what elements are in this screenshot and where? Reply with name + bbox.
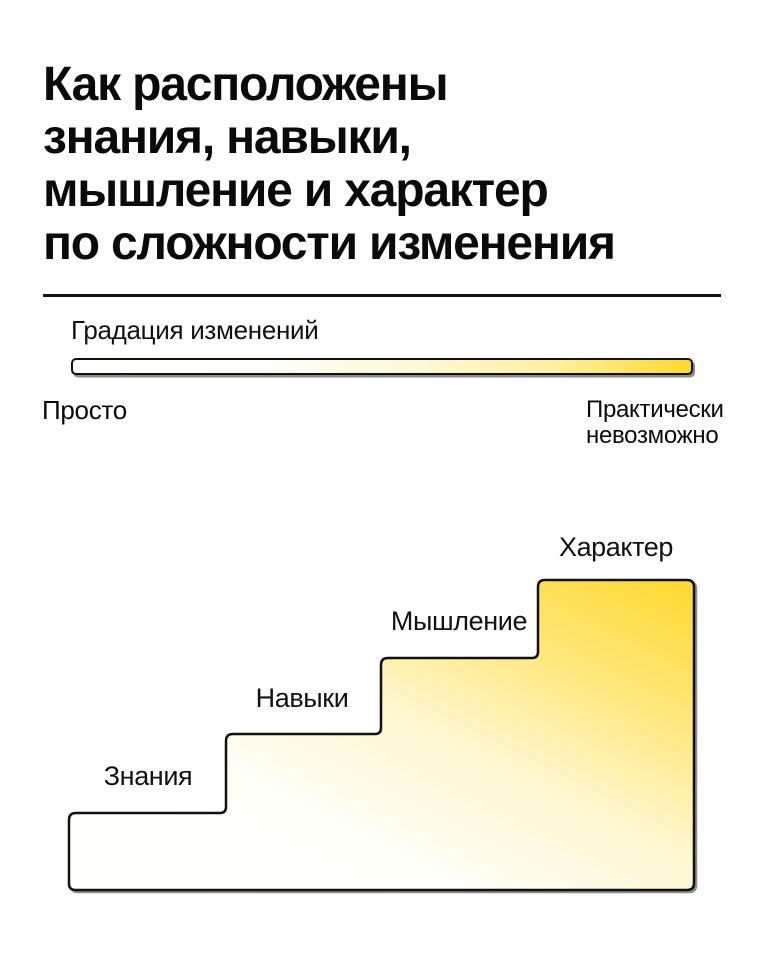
step-label-myshlenie: Мышление — [390, 606, 528, 636]
title-line-1: Как расположены — [43, 58, 448, 111]
title-line-4: по сложности изменения — [43, 217, 615, 270]
scale-min-label: Просто — [42, 395, 127, 425]
gradient-legend-label: Градация изменений — [71, 315, 319, 345]
step-label-navyki: Навыки — [255, 683, 349, 713]
scale-max-label-line-2: невозможно — [586, 422, 719, 449]
step-label-znaniya: Знания — [103, 761, 193, 791]
step-label-kharakter: Характер — [558, 532, 674, 562]
staircase-shape — [69, 580, 694, 890]
scale-max-label-line-1: Практически — [586, 396, 724, 423]
title-line-2: знания, навыки, — [43, 111, 411, 164]
title-line-3: мышление и характер — [43, 164, 548, 217]
